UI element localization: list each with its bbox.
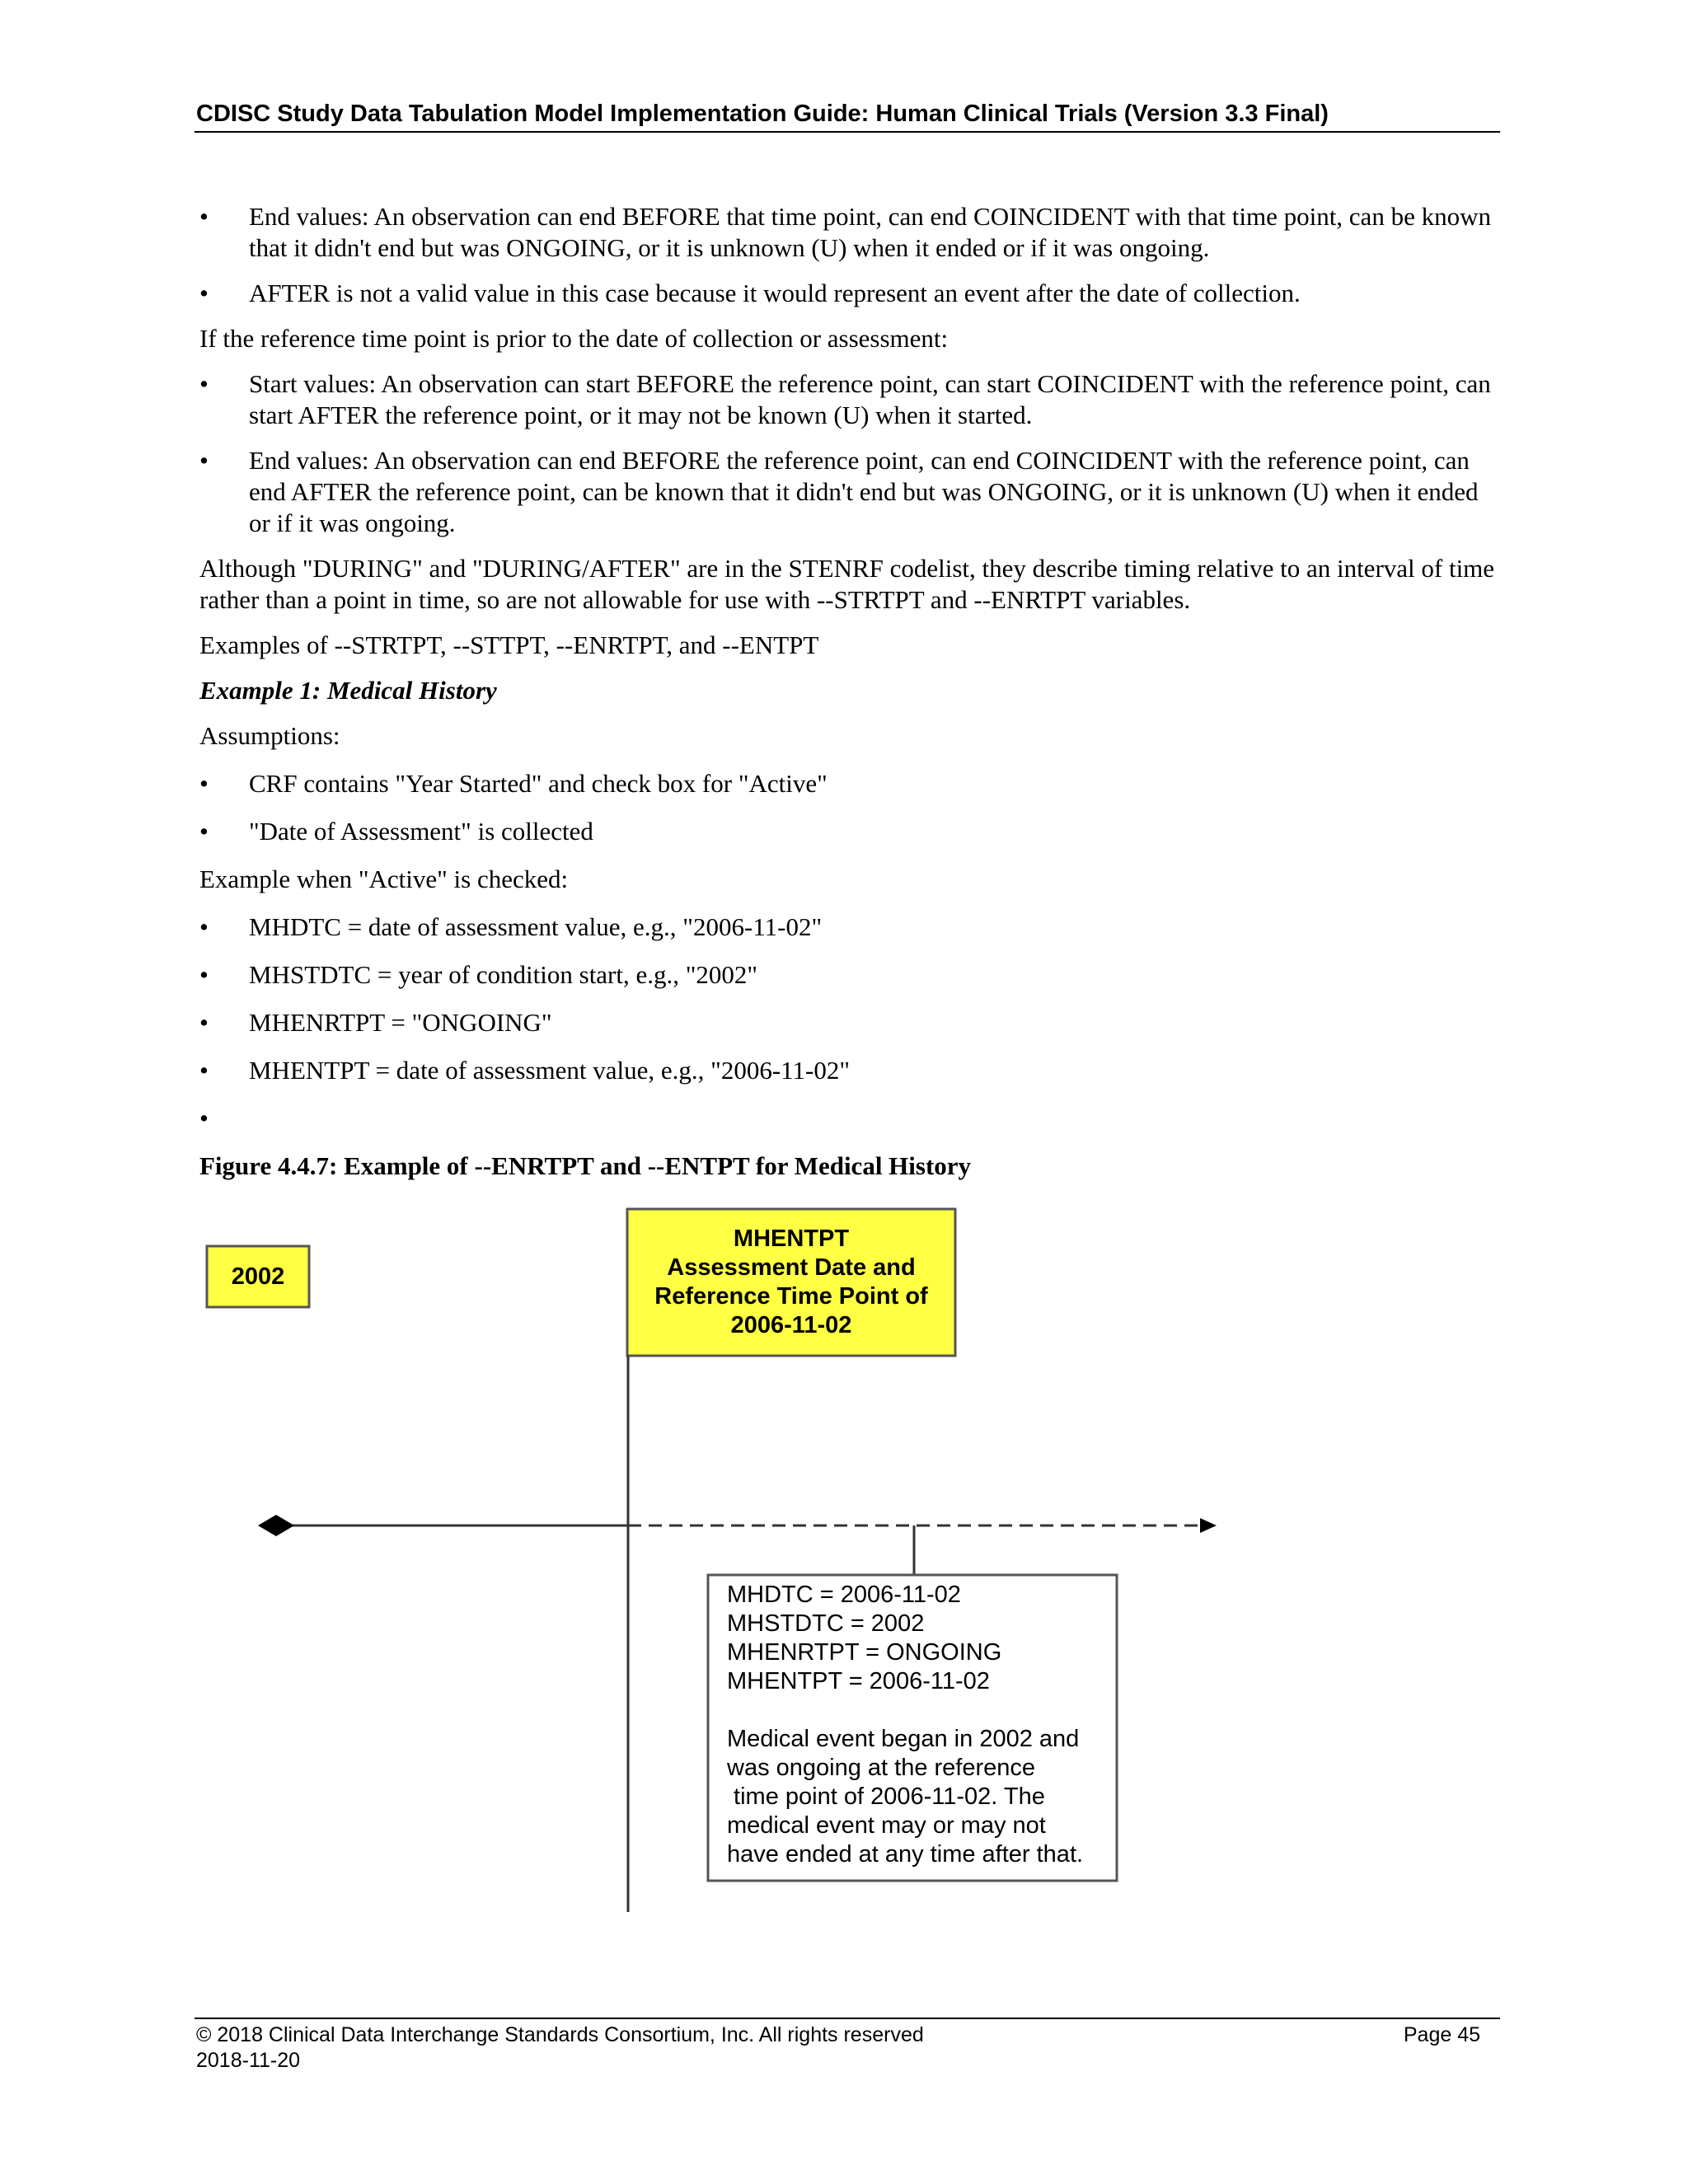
assumption-item: • "Date of Assessment" is collected [199, 816, 1502, 847]
page-number: Page 45 [1403, 2023, 1480, 2046]
ref-box-line: Assessment Date and [667, 1254, 916, 1281]
footer-copyright: © 2018 Clinical Data Interchange Standards Consortium, Inc. All rights reserved [196, 2023, 924, 2046]
bullet-after-invalid: • AFTER is not a valid value in this case because it would represent an event after the date of collection. [199, 278, 1502, 309]
para-reference-prior: If the reference time point is prior to the date of collection or assessment: [199, 324, 949, 353]
example-item: • MHENRTPT = "ONGOING" [199, 1007, 1502, 1038]
note-line: have ended at any time after that. [727, 1841, 1084, 1868]
note-line: time point of 2006-11-02. The [727, 1783, 1045, 1810]
assumption-item: • CRF contains "Year Started" and check box for "Active" [199, 768, 1502, 799]
note-line: was ongoing at the reference [727, 1755, 1036, 1781]
note-line-blank [727, 1696, 1123, 1725]
footer-rule [195, 2018, 1500, 2019]
example-active-label: Example when "Active" is checked: [199, 865, 569, 893]
para-during-codelist: Although "DURING" and "DURING/AFTER" are in the STENRF codelist, they describe timing relative to an interval of time rather than a point in time, so are not allowable for use with --STRTPT and --ENRTPT variables. [199, 554, 1495, 614]
example-item: • MHSTDTC = year of condition start, e.g., "2002" [199, 959, 1502, 991]
example-item: • MHENTPT = date of assessment value, e.g., "2006-11-02" [199, 1055, 1502, 1086]
note-line: Medical event began in 2002 and [727, 1726, 1080, 1752]
timeline-arrowhead [1200, 1518, 1217, 1533]
footer-date: 2018-11-20 [196, 2049, 301, 2072]
ref-box-line: 2006-11-02 [730, 1312, 852, 1338]
ref-box-line: MHENTPT [733, 1226, 850, 1252]
note-line: MHENRTPT = ONGOING [727, 1639, 1002, 1666]
running-header: CDISC Study Data Tabulation Model Implementation Guide: Human Clinical Trials (Version 3.3 Final) [196, 101, 1329, 127]
example-item: • MHDTC = date of assessment value, e.g., "2006-11-02" [199, 912, 1502, 943]
figure-title: Figure 4.4.7: Example of --ENRTPT and --ENTPT for Medical History [199, 1151, 972, 1180]
bullet-end-values-1: • End values: An observation can end BEFORE that time point, can end COINCIDENT with that time point, can be known that it didn't end but was ONGOING, or it is unknown (U) when it ended or if it was ongoing. [199, 201, 1502, 264]
reference-time-point-label [627, 1209, 955, 1356]
para-examples: Examples of --STRTPT, --STTPT, --ENRTPT, and --ENTPT [199, 630, 819, 659]
assumptions-label: Assumptions: [199, 721, 340, 750]
example-heading: Example 1: Medical History [199, 676, 497, 705]
note-line: MHDTC = 2006-11-02 [727, 1582, 961, 1608]
bullet-start-values: • Start values: An observation can start BEFORE the reference point, can start COINCIDENT with the reference point, can start AFTER the reference point, or it may not be known (U) when it started. [199, 368, 1502, 431]
timeline-start-diamond [258, 1515, 294, 1536]
note-line: MHSTDTC = 2002 [727, 1610, 925, 1637]
note-line: medical event may or may not [727, 1812, 1046, 1839]
start-year-label: 2002 [231, 1263, 285, 1290]
callout-note [727, 1581, 1123, 1869]
bullet-end-values-2: • End values: An observation can end BEFORE the reference point, can end COINCIDENT with the reference point, can end AFTER the reference point, can be known that it didn't end but was ONGOING, or it is unknown (U) when it ended or if it was ongoing. [199, 445, 1502, 539]
note-line: MHENTPT = 2006-11-02 [727, 1668, 990, 1694]
ref-box-line: Reference Time Point of [654, 1283, 928, 1310]
page-footer [196, 2022, 1498, 2074]
